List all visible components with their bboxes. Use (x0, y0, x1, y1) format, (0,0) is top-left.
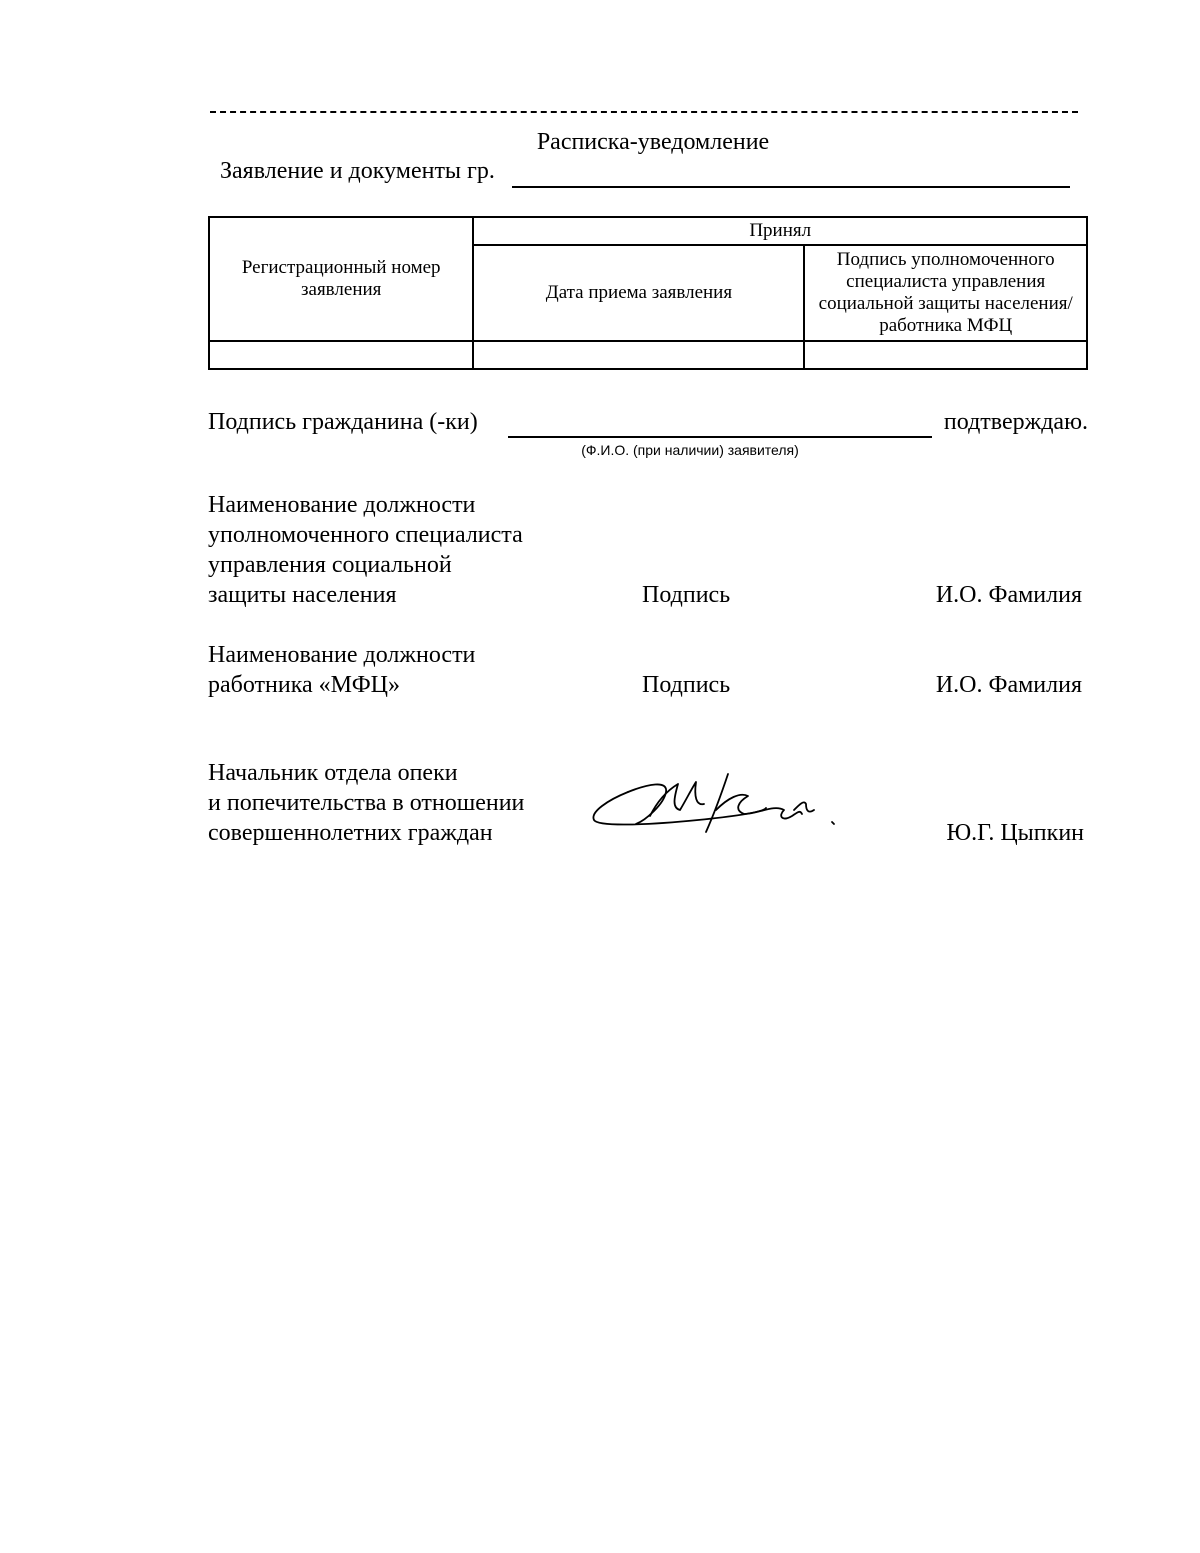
signatory-name: И.О. Фамилия (935, 582, 1082, 608)
signatory-block-mfc (208, 638, 1088, 700)
signatory-block-specialist (208, 488, 1088, 610)
head-position: Начальник отдела опеки и попечительства в отношении совершеннолетних граждан (208, 760, 525, 846)
signatory-position: Наименование должности работника «МФЦ» (208, 642, 476, 698)
signatory-name: И.О. Фамилия (935, 672, 1082, 698)
citizen-signature-line (208, 409, 1088, 439)
accepted-header: Принял (473, 217, 1087, 245)
citizen-caption: (Ф.И.О. (при наличии) заявителя) (581, 442, 799, 458)
date-header: Дата приема заявления (473, 245, 804, 341)
citizen-signature-label: Подпись гражданина (-ки) (208, 409, 478, 435)
reg-number-header: Регистрационный номер заявления (209, 217, 473, 341)
cut-line (210, 111, 1078, 113)
citizen-signature-blank (508, 436, 932, 438)
signature-header: Подпись уполномоченного специалиста управления социальной защиты населения/работника МФЦ (804, 245, 1087, 341)
reg-number-cell (209, 341, 473, 369)
date-cell (473, 341, 804, 369)
handwritten-signature (588, 770, 848, 842)
signature-label: Подпись (642, 672, 731, 698)
receipt-table (208, 216, 1088, 370)
citizen-confirm-text: подтверждаю. (943, 409, 1088, 435)
applicant-name-blank (512, 186, 1070, 188)
applicant-label: Заявление и документы гр. (220, 158, 495, 184)
receipt-title: Расписка-уведомление (536, 129, 770, 155)
head-name: Ю.Г. Цыпкин (946, 820, 1084, 846)
signature-label: Подпись (642, 582, 731, 608)
signature-cell (804, 341, 1087, 369)
signatory-position: Наименование должности уполномоченного специалиста управления социальной защиты населения (208, 492, 523, 608)
